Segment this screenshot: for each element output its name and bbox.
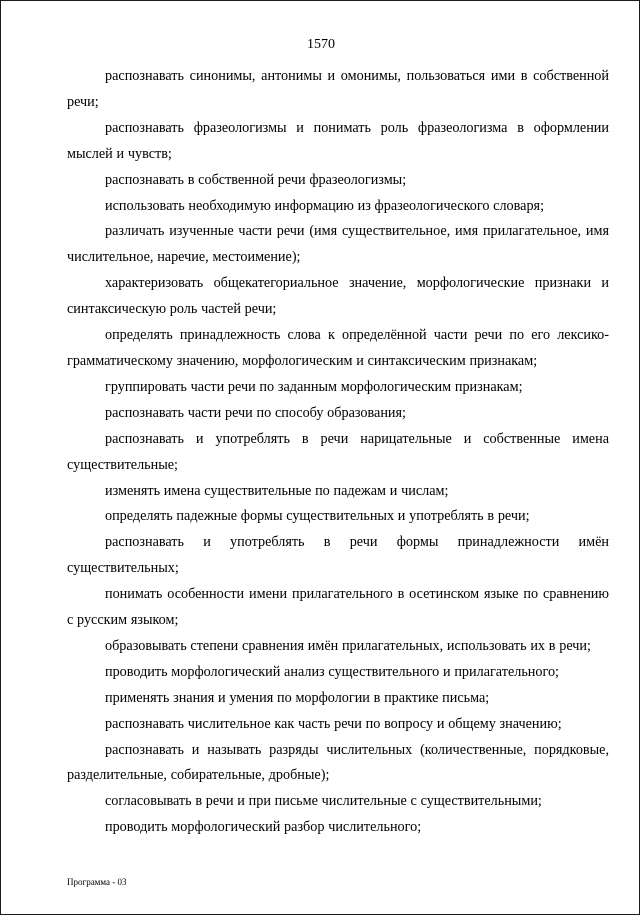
document-body xyxy=(67,64,609,841)
paragraph: определять падежные формы существительных и употреблять в речи; xyxy=(105,508,530,525)
paragraph: распознавать в собственной речи фразеологизмы; xyxy=(105,171,407,188)
paragraph: распознавать и называть разряды числительных (количественные, порядковые, разделительные, собирательные, дробные); xyxy=(67,741,609,784)
paragraph: изменять имена существительные по падежам и числам; xyxy=(105,482,449,499)
paragraph: различать изученные части речи (имя существительное, имя прилагательное, имя числительное, наречие, местоимение); xyxy=(67,223,609,266)
paragraph: распознавать числительное как часть речи по вопросу и общему значению; xyxy=(105,715,562,732)
paragraph: проводить морфологический разбор числительного; xyxy=(105,819,422,836)
page-number: 1570 xyxy=(307,37,335,52)
paragraph: распознавать фразеологизмы и понимать роль фразеологизма в оформлении мыслей и чувств; xyxy=(67,119,609,162)
paragraph: распознавать и употреблять в речи формы принадлежности имён существительных; xyxy=(67,534,609,577)
paragraph: распознавать части речи по способу образования; xyxy=(105,404,406,421)
paragraph: проводить морфологический анализ существительного и прилагательного; xyxy=(105,663,559,680)
paragraph: образовывать степени сравнения имён прилагательных, использовать их в речи; xyxy=(105,637,591,654)
paragraph: характеризовать общекатегориальное значение, морфологические признаки и синтаксическую роль частей речи; xyxy=(67,275,609,318)
footer-label: Программа - 03 xyxy=(67,877,127,887)
paragraph: согласовывать в речи и при письме числительные с существительными; xyxy=(105,793,542,810)
paragraph: применять знания и умения по морфологии в практике письма; xyxy=(105,689,490,706)
paragraph: использовать необходимую информацию из фразеологического словаря; xyxy=(105,197,545,214)
paragraph: понимать особенности имени прилагательного в осетинском языке по сравнению с русским языком; xyxy=(67,586,609,629)
paragraph: определять принадлежность слова к определённой части речи по его лексико-грамматическому значению, морфологическим и синтаксическим признакам; xyxy=(67,327,609,369)
paragraph: группировать части речи по заданным морфологическим признакам; xyxy=(105,378,523,395)
paragraph: распознавать и употреблять в речи нарицательные и собственные имена существительные; xyxy=(67,430,609,473)
paragraph: распознавать синонимы, антонимы и омонимы, пользоваться ими в собственной речи; xyxy=(67,68,609,110)
